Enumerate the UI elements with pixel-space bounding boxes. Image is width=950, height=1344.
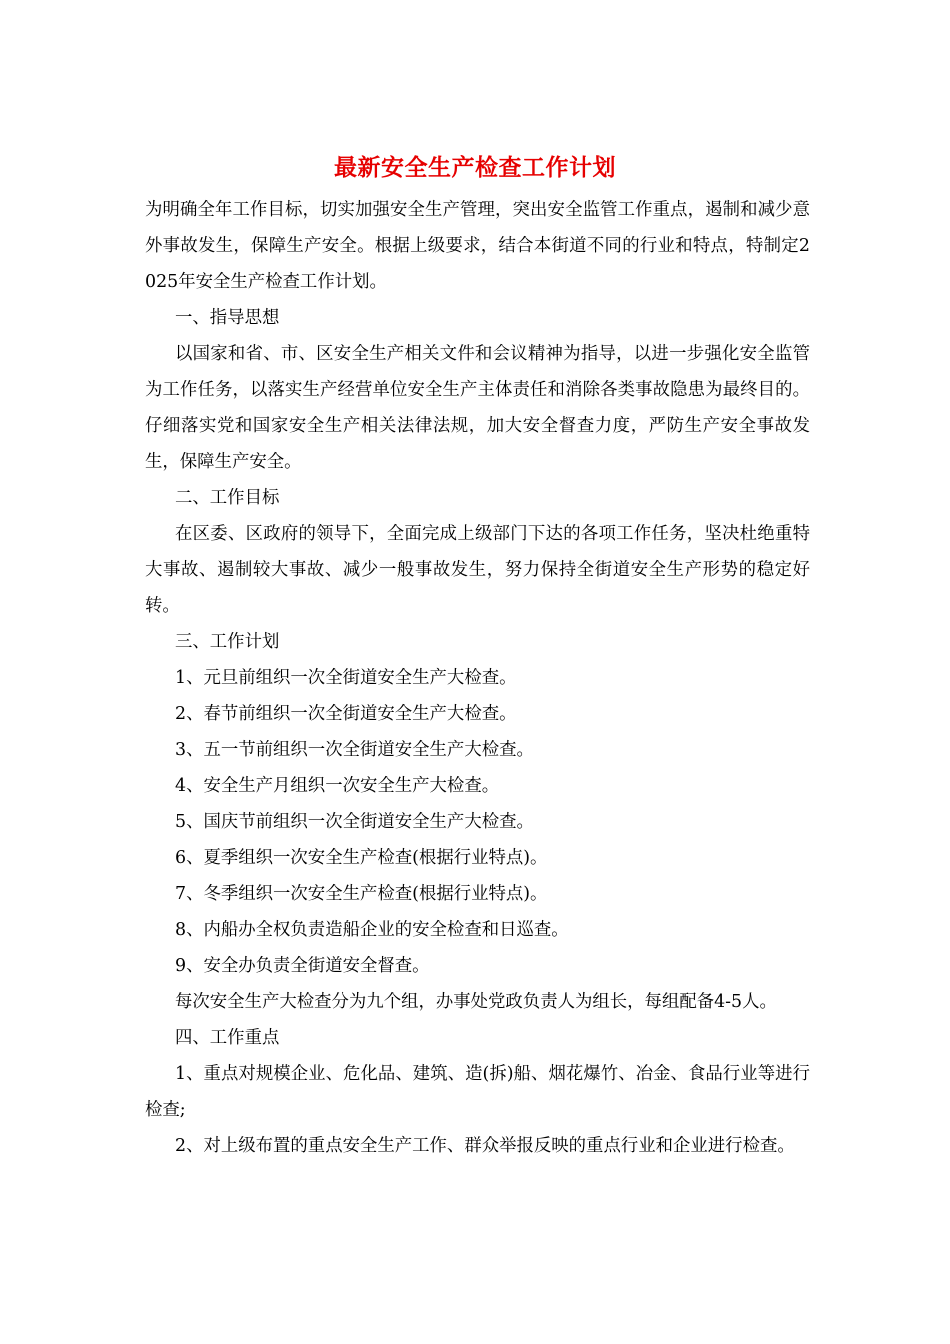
plan-item: 2、春节前组织一次全街道安全生产大检查。 — [175, 704, 517, 724]
plan-item: 4、安全生产月组织一次安全生产大检查。 — [175, 776, 500, 796]
plan-item: 8、内船办全权负责造船企业的安全检查和日巡查。 — [175, 920, 569, 940]
inspection-groups-paragraph: 每次安全生产大检查分为九个组，办事处党政负责人为组长，每组配备4-5人。 — [175, 992, 777, 1012]
section-heading-work-focus: 四、工作重点 — [175, 1028, 280, 1048]
section-heading-work-plan: 三、工作计划 — [175, 632, 280, 652]
section-heading-guiding-ideology: 一、指导思想 — [175, 308, 280, 328]
document-title: 最新安全生产检查工作计划 — [334, 154, 616, 181]
plan-item: 7、冬季组织一次安全生产检查(根据行业特点)。 — [175, 884, 548, 904]
plan-item: 9、安全办负责全街道安全督查。 — [175, 956, 430, 976]
intro-paragraph: 为明确全年工作目标，切实加强安全生产管理，突出安全监管工作重点，遏制和减少意外事故发生，保障生产安全。根据上级要求，结合本街道不同的行业和特点，特制定2025年安全生产检查工作计划。 — [145, 200, 810, 292]
section-heading-work-goals: 二、工作目标 — [175, 488, 280, 508]
focus-item: 2、对上级布置的重点安全生产工作、群众举报反映的重点行业和企业进行检查。 — [175, 1136, 795, 1156]
guiding-ideology-paragraph: 以国家和省、市、区安全生产相关文件和会议精神为指导，以进一步强化安全监管为工作任务，以落实生产经营单位安全生产主体责任和消除各类事故隐患为最终目的。仔细落实党和国家安全生产相关法律法规，加大安全督查力度，严防生产安全事故发生，保障生产安全。 — [145, 344, 810, 472]
plan-item: 5、国庆节前组织一次全街道安全生产大检查。 — [175, 812, 534, 832]
plan-item: 6、夏季组织一次安全生产检查(根据行业特点)。 — [175, 848, 548, 868]
plan-item: 3、五一节前组织一次全街道安全生产大检查。 — [175, 740, 534, 760]
plan-item: 1、元旦前组织一次全街道安全生产大检查。 — [175, 668, 517, 688]
work-goals-paragraph: 在区委、区政府的领导下，全面完成上级部门下达的各项工作任务，坚决杜绝重特大事故、遏制较大事故、减少一般事故发生，努力保持全街道安全生产形势的稳定好转。 — [145, 524, 810, 616]
document-body — [145, 192, 810, 1164]
focus-item: 1、重点对规模企业、危化品、建筑、造(拆)船、烟花爆竹、冶金、食品行业等进行检查; — [145, 1064, 810, 1120]
